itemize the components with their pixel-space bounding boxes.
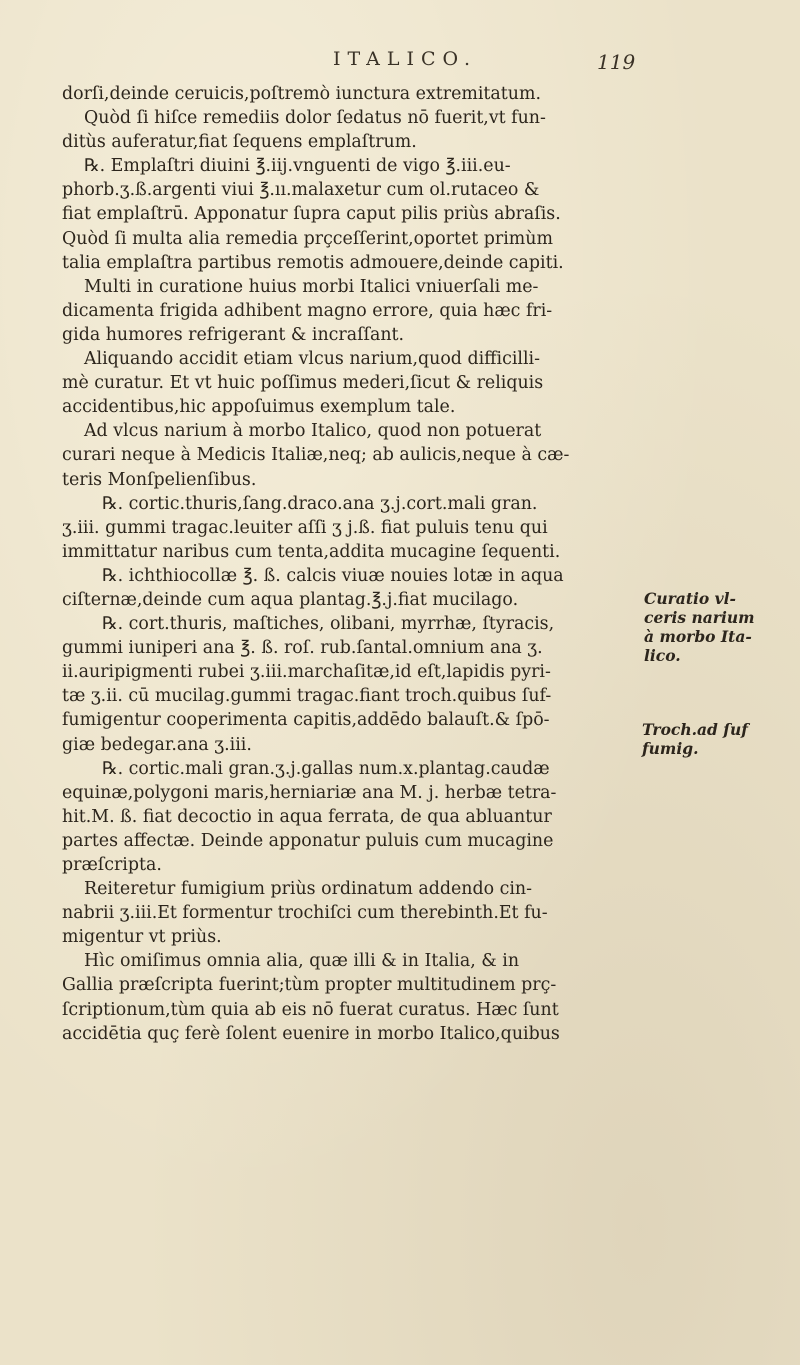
text-line: fumigentur cooperimenta capitis,addēdo balauſt.& ſpō- [62, 710, 550, 731]
margin-note-line: Curatio vl- [644, 589, 736, 608]
text-line: mè curatur. Et vt huic poſſimus mederi,ſicut & reliquis [62, 373, 544, 394]
text-line: Quòd ſi hiſce remediis dolor ſedatus nō fuerit,vt fun- [84, 108, 546, 129]
page-number: 119 [597, 50, 636, 74]
text-line: Reiteretur fumigium priùs ordinatum addendo cin- [84, 879, 533, 900]
text-line: giæ bedegar.ana ʒ.iii. [62, 734, 252, 755]
text-line: migentur vt priùs. [62, 927, 222, 948]
body-text [62, 82, 630, 1046]
text-line: ʒ.iii. gummi tragac.leuiter aſſi ʒ j.ß. fiat puluis tenu qui [62, 517, 548, 538]
text-line: fiat emplaſtrū. Apponatur ſupra caput pilis priùs abraſis. [62, 204, 561, 225]
text-line: præſcripta. [62, 855, 162, 875]
text-line: phorb.ʒ.ß.argenti viui ℥.ıı.malaxetur cum ol.rutaceo & [62, 180, 540, 201]
text-line: ℞. ichthiocollæ ℥. ß. calcis viuæ nouies lotæ in aqua [102, 565, 564, 586]
text-line: Gallia præſcripta fuerint;tùm propter multitudinem prç- [62, 975, 557, 996]
text-line: hit.M. ß. fiat decoctio in aqua ferrata, de qua abluantur [62, 806, 552, 827]
margin-note-line: Troch.ad ſuf [642, 720, 748, 739]
text-line: Quòd ſi multa alia remedia prçceſſerint,oportet primùm [62, 228, 553, 249]
text-line: accidētia quç ferè ſolent euenire in morbo Italico,quibus [62, 1023, 560, 1044]
running-head: ITALICO. [332, 48, 478, 70]
margin-note-trochisci [642, 720, 748, 758]
margin-note-line: lico. [644, 646, 681, 665]
text-line: curari neque à Medicis Italiæ,neq; ab aulicis,neque à cæ- [62, 445, 570, 466]
text-line: ſcriptionum,tùm quia ab eis nō fuerat curatus. Hæc ſunt [62, 999, 559, 1020]
text-line: accidentibus,hic appoſuimus exemplum tale. [62, 397, 456, 418]
text-line: ℞. cortic.thuris,ſang.draco.ana ʒ.j.cort.mali gran. [102, 493, 538, 514]
text-line: ii.auripigmenti rubei ʒ.iii.marchaſitæ,id eſt,lapidis pyri- [62, 662, 551, 683]
text-line: dorſi,deinde ceruicis,poſtremò iunctura extremitatum. [62, 84, 541, 104]
margin-note-curatio [644, 589, 755, 665]
text-line: immittatur naribus cum tenta,addita mucagine ſequenti. [62, 541, 561, 562]
text-line: ℞. cortic.mali gran.ʒ.j.gallas num.x.plantag.caudæ [102, 758, 550, 779]
margin-note-line: ceris narium [644, 608, 755, 627]
text-line: ℞. cort.thuris, maſtiches, olibani, myrrhæ, ſtyracis, [102, 614, 555, 635]
text-line: Aliquando accidit etiam vlcus narium,quod difficilli- [84, 349, 540, 370]
margin-note-line: fumig. [642, 739, 699, 758]
text-line: nabrii ʒ.iii.Et formentur trochiſci cum therebinth.Et fu- [62, 903, 548, 924]
text-line: ciſternæ,deinde cum aqua plantag.℥.j.fiat mucilago. [62, 589, 519, 610]
text-line: ditùs auferatur,fiat ſequens emplaſtrum. [62, 132, 417, 153]
text-line: tæ ʒ.ii. cū mucilag.gummi tragac.fiant troch.quibus ſuf- [62, 686, 552, 707]
text-line: gida humores refrigerant & incraſſant. [62, 324, 405, 345]
text-line: equinæ,polygoni maris,herniariæ ana M. j. herbæ tetra- [62, 782, 557, 803]
text-line: gummi iuniperi ana ℥. ß. roſ. rub.ſantal.omnium ana ʒ. [62, 638, 543, 659]
text-line: Hìc omiſimus omnia alia, quæ illi & in Italia, & in [84, 951, 520, 972]
text-line: Ad vlcus narium à morbo Italico, quod non potuerat [84, 421, 542, 442]
margin-note-line: à morbo Ita- [644, 627, 752, 646]
text-line: dicamenta frigida adhibent magno errore, quia hæc fri- [62, 300, 553, 321]
text-line: partes affectæ. Deinde apponatur puluis cum mucagine [62, 830, 554, 851]
text-line: Multi in curatione huius morbi Italici vniuerſali me- [84, 276, 539, 297]
text-line: talia emplaſtra partibus remotis admouere,deinde capiti. [62, 252, 564, 273]
text-line: teris Monſpelienſibus. [62, 469, 257, 490]
text-line: ℞. Emplaſtri diuini ℥.iij.vnguenti de vigo ℥.iii.eu- [84, 156, 511, 177]
